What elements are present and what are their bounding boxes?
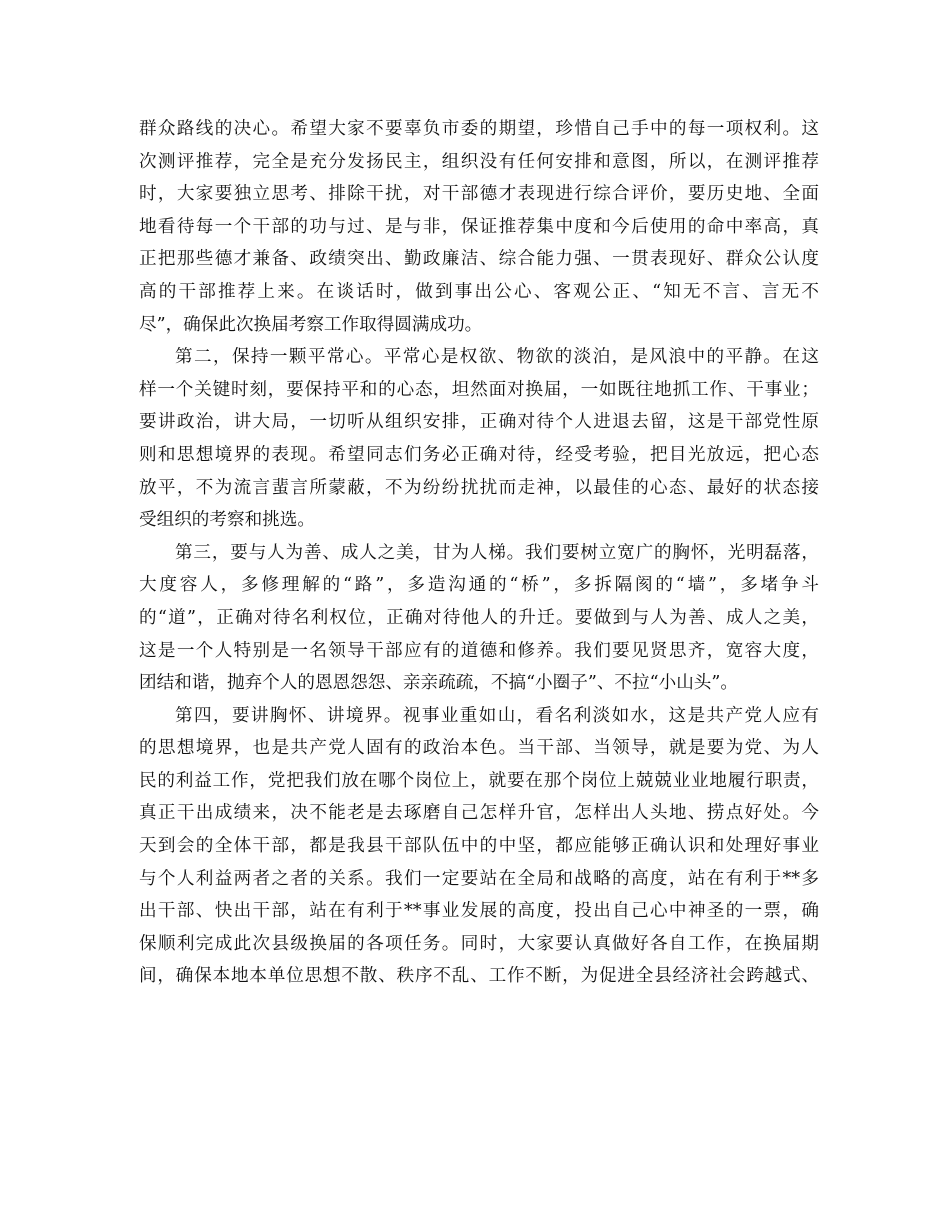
paragraph-1 xyxy=(139,113,819,341)
text-line: 与个人利益两者之者的关系。我们一定要站在全局和战略的高度，站在有利于**多 xyxy=(139,868,819,889)
text-line: 时，大家要独立思考、排除干扰，对干部德才表现进行综合评价，要历史地、全面 xyxy=(139,184,819,205)
text-line: 这是一个人特别是一名领导干部应有的道德和修养。我们要见贤思齐，宽容大度， xyxy=(139,640,819,661)
text-line: 保顺利完成此次县级换届的各项任务。同时，大家要认真做好各自工作，在换届期 xyxy=(139,933,819,954)
text-line: 大度容人，多修理解的“路”，多造沟通的“桥”，多拆隔阂的“墙”，多堵争斗 xyxy=(139,575,819,596)
text-line: 天到会的全体干部，都是我县干部队伍中的中坚，都应能够正确认识和处理好事业 xyxy=(139,836,819,857)
document-page xyxy=(139,113,819,993)
paragraph-3 xyxy=(139,537,819,700)
text-line: 则和思想境界的表现。希望同志们务必正确对待，经受考验，把目光放远，把心态 xyxy=(139,444,819,465)
text-line: 正把那些德才兼备、政绩突出、勤政廉洁、综合能力强、一贯表现好、群众公认度 xyxy=(139,249,819,270)
text-line: 的“道”，正确对待名利权位，正确对待他人的升迁。要做到与人为善、成人之美， xyxy=(139,607,819,628)
text-line: 高的干部推荐上来。在谈话时，做到事出公心、客观公正、“知无不言、言无不 xyxy=(139,281,819,302)
text-line: 群众路线的决心。希望大家不要辜负市委的期望，珍惜自己手中的每一项权利。这 xyxy=(139,119,819,139)
text-line: 出干部、快出干部，站在有利于**事业发展的高度，投出自己心中神圣的一票，确 xyxy=(139,901,819,922)
text-line: 第二，保持一颗平常心。平常心是权欲、物欲的淡泊，是风浪中的平静。在这 xyxy=(175,347,819,368)
text-line: 要讲政治，讲大局，一切听从组织安排，正确对待个人进退去留，这是干部党性原 xyxy=(139,412,819,433)
text-line: 真正干出成绩来，决不能老是去琢磨自己怎样升官，怎样出人头地、捞点好处。今 xyxy=(139,803,819,824)
text-line: 团结和谐，抛弃个人的恩恩怨怨、亲亲疏疏，不搞“小圈子”、不拉“小山头”。 xyxy=(139,673,738,694)
text-line: 间，确保本地本单位思想不散、秩序不乱、工作不断，为促进全县经济社会跨越式、 xyxy=(139,966,819,987)
text-line: 地看待每一个干部的功与过、是与非，保证推荐集中度和今后使用的命中率高，真 xyxy=(139,216,819,237)
text-line: 放平，不为流言蜚言所蒙蔽，不为纷纷扰扰而走神，以最佳的心态、最好的状态接 xyxy=(139,477,819,498)
text-line: 受组织的考察和挑选。 xyxy=(139,510,315,531)
text-line: 次测评推荐，完全是充分发扬民主，组织没有任何安排和意图，所以，在测评推荐 xyxy=(139,151,819,172)
text-line: 样一个关键时刻，要保持平和的心态，坦然面对换届，一如既往地抓工作、干事业； xyxy=(139,379,819,400)
text-line: 尽”，确保此次换届考察工作取得圆满成功。 xyxy=(139,314,483,335)
text-line: 民的利益工作，党把我们放在哪个岗位上，就要在那个岗位上兢兢业业地履行职责， xyxy=(139,770,819,791)
text-line: 第三，要与人为善、成人之美，甘为人梯。我们要树立宽广的胸怀，光明磊落， xyxy=(175,542,819,563)
text-line: 第四，要讲胸怀、讲境界。视事业重如山，看名利淡如水，这是共产党人应有 xyxy=(175,705,819,726)
paragraph-2 xyxy=(139,341,819,537)
paragraph-4 xyxy=(139,700,819,993)
text-line: 的思想境界，也是共产党人固有的政治本色。当干部、当领导，就是要为党、为人 xyxy=(139,738,819,759)
